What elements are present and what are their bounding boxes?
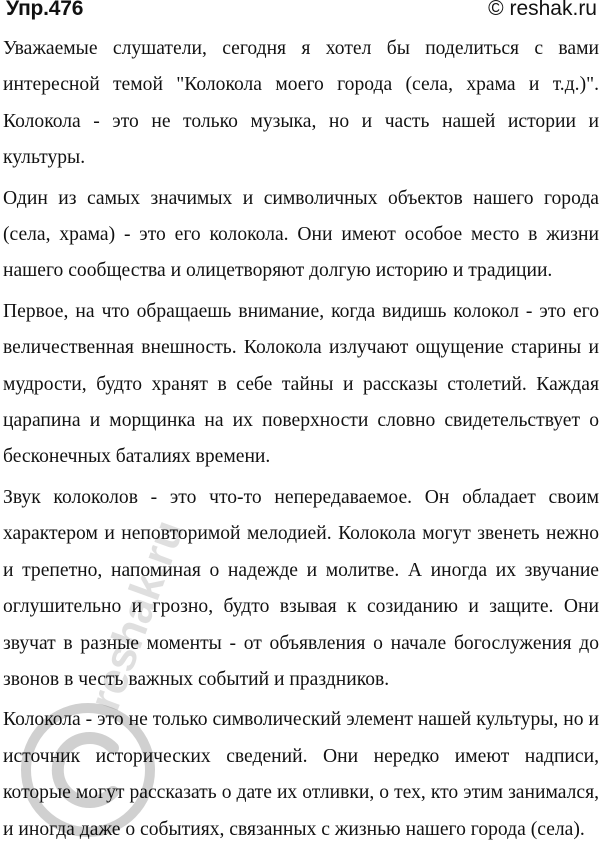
- watermark-text: reshak.ru: [80, 513, 194, 717]
- essay-body: [3, 31, 599, 852]
- paragraph-4: Звук колоколов - это что-то непередаваемое. Он обладает своим характером и неповторимой мелодией. Колокола могут звенеть нежно и трепетно, напоминая о надежде и молитве. А иногда их звучание оглушительно и грозно, будто взывая к созиданию и защите. Они звучат в разные моменты - от объявления о начале богослужения до звонов в честь важных событий и праздников.: [3, 486, 599, 690]
- paragraph-1: Уважаемые слушатели, сегодня я хотел бы поделиться с вами интересной темой "Колокола моего города (села, храма и т.д.)". Колокола - это не только музыка, но и часть нашей истории и культуры.: [3, 38, 599, 169]
- source-credit: © reshak.ru: [488, 0, 597, 20]
- paragraph-3: Первое, на что обращаешь внимание, когда видишь колокол - это его величественная внешность. Колокола излучают ощущение старины и мудрости, будто хранят в себе тайны и рассказы столетий. Каждая царапина и морщинка на их поверхности словно свидетельствует о бесконечных баталиях времени.: [3, 300, 599, 468]
- exercise-title: Упр.476: [6, 0, 84, 20]
- page-header: [3, 0, 603, 30]
- paragraph-5: Колокола - это не только символический элемент нашей культуры, но и источник исторических сведений. Они нередко имеют надписи, которые могут рассказать о дате их отливки, о тех, кто этим занимался, и иногда даже о событиях, связанных с жизнью нашего города (села).: [3, 709, 599, 840]
- paragraph-2: Один из самых значимых и символичных объектов нашего города (села, храма) - это его колокола. Они имеют особое место в жизни нашего сообщества и олицетворяют долгую историю и традиции.: [3, 187, 599, 282]
